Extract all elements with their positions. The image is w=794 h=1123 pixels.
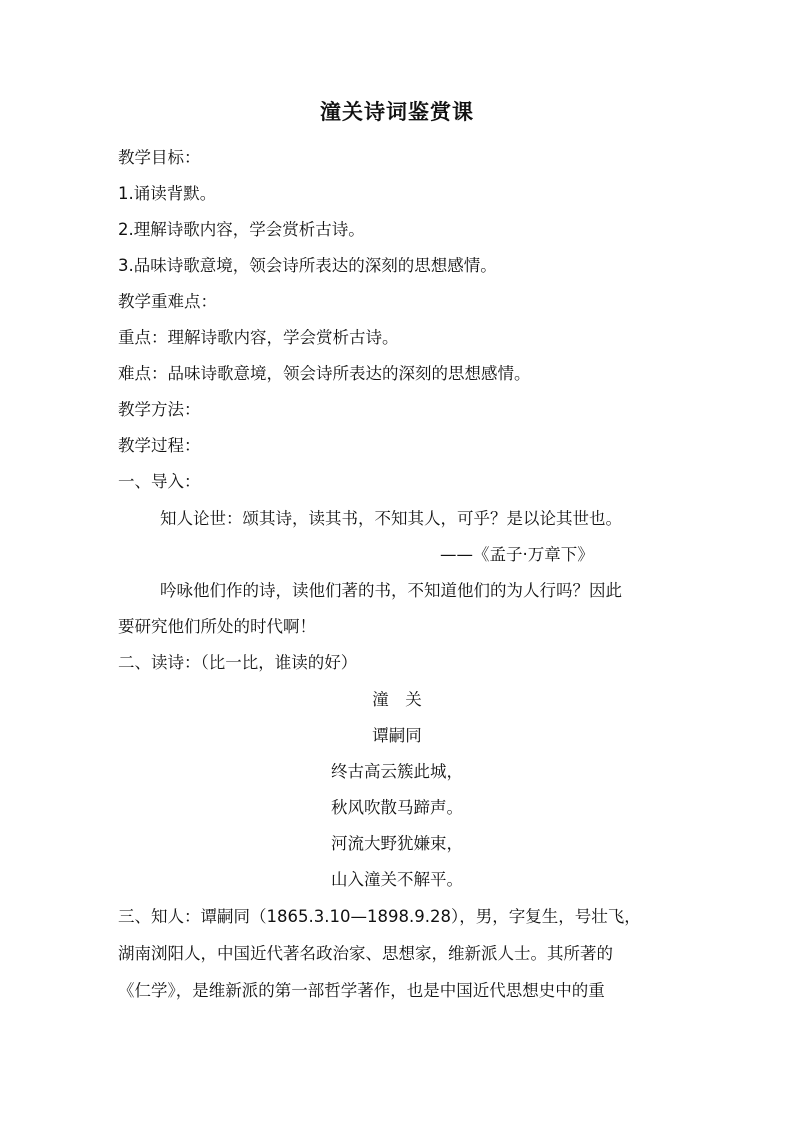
objective-1: 1.诵读背默。 <box>118 184 217 203</box>
key-point: 重点：理解诗歌内容，学会赏析古诗。 <box>118 328 399 347</box>
intro-paragraph-line-1: 吟咏他们作的诗，读他们著的书，不知道他们的为人行吗？因此 <box>160 581 622 600</box>
poem-title: 潼 关 <box>372 690 422 709</box>
author-intro-line-3: 《仁学》，是维新派的第一部哲学著作，也是中国近代思想史中的重 <box>118 981 605 1000</box>
poem-line-4: 山入潼关不解平。 <box>331 870 463 889</box>
intro-paragraph-line-2: 要研究他们所处的时代啊！ <box>118 617 316 636</box>
poem-line-1: 终古高云簇此城， <box>331 762 463 781</box>
objective-3: 3.品味诗歌意境，领会诗所表达的深刻的思想感情。 <box>118 256 497 275</box>
objectives-heading: 教学目标： <box>118 148 201 167</box>
document-title: 潼关诗词鉴赏课 <box>320 99 474 124</box>
quote-text: 知人论世：颂其诗，读其书，不知其人，可乎？是以论其世也。 <box>160 509 622 528</box>
read-heading: 二、读诗：（比一比，谁读的好） <box>118 653 358 672</box>
objective-2: 2.理解诗歌内容，学会赏析古诗。 <box>118 220 365 239</box>
process-heading: 教学过程： <box>118 436 201 455</box>
poem-line-3: 河流大野犹嫌束， <box>331 834 463 853</box>
author-intro-line-1: 三、知人：谭嗣同（1865.3.10—1898.9.28），男，字复生，号壮飞， <box>118 907 641 926</box>
poem-author: 谭嗣同 <box>372 726 422 745</box>
methods-heading: 教学方法： <box>118 400 201 419</box>
key-points-heading: 教学重难点： <box>118 292 217 311</box>
author-intro-line-2: 湖南浏阳人，中国近代著名政治家、思想家，维新派人士。其所著的 <box>118 944 613 963</box>
quote-source: ——《孟子·万章下》 <box>440 545 594 564</box>
poem-line-2: 秋风吹散马蹄声。 <box>331 798 463 817</box>
intro-heading: 一、导入： <box>118 472 201 491</box>
difficult-point: 难点：品味诗歌意境，领会诗所表达的深刻的思想感情。 <box>118 364 531 383</box>
